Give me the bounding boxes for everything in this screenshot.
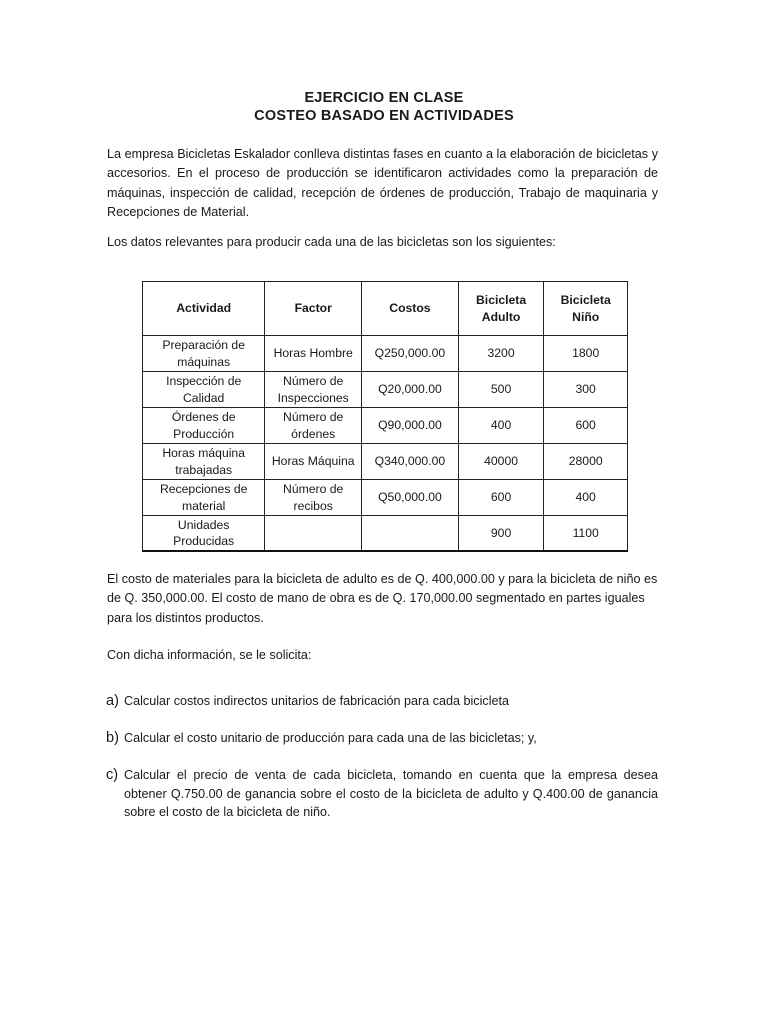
question-b bbox=[106, 729, 658, 748]
cell-adulto: 3200 bbox=[458, 336, 544, 372]
costs-paragraph: El costo de materiales para la bicicleta de adulto es de Q. 400,000.00 y para la bicicleta de niño es de Q. 350,000.00. El costo de mano de obra es de Q. 170,000.00 segmentado en partes iguales para los distintos productos. bbox=[107, 572, 658, 625]
column-header-factor: Factor bbox=[265, 282, 362, 336]
cell-adulto: 900 bbox=[458, 516, 544, 552]
table-row bbox=[143, 372, 628, 408]
intro-paragraph: La empresa Bicicletas Eskalador conlleva distintas fases en cuanto a la elaboración de bicicletas y accesorios. En el proceso de producción se identificaron actividades como la preparación de máquinas, inspección de calidad, recepción de órdenes de producción, Trabajo de maquinaria y Recepciones de Material. bbox=[107, 147, 658, 219]
question-a bbox=[106, 692, 658, 711]
cell-nino: 1100 bbox=[544, 516, 628, 552]
cell-nino: 400 bbox=[544, 480, 628, 516]
cell-factor bbox=[265, 516, 362, 552]
cell-costos: Q20,000.00 bbox=[362, 372, 459, 408]
data-intro-paragraph: Los datos relevantes para producir cada una de las bicicletas son los siguientes: bbox=[107, 235, 556, 249]
cell-actividad: Órdenes de Producción bbox=[143, 408, 265, 444]
column-header-bicicleta-adulto: Bicicleta Adulto bbox=[458, 282, 544, 336]
question-text: Calcular el costo unitario de producción para cada una de las bicicletas; y, bbox=[124, 731, 537, 745]
cell-costos: Q340,000.00 bbox=[362, 444, 459, 480]
question-text: Calcular el precio de venta de cada bicicleta, tomando en cuenta que la empresa desea obtener Q.750.00 de ganancia sobre el costo de la bicicleta de adulto y Q.400.00 de ganancia sobre el costo de la bicicleta de niño. bbox=[124, 768, 658, 819]
cell-factor: Horas Máquina bbox=[265, 444, 362, 480]
table-row-totals bbox=[143, 516, 628, 552]
question-label: c) bbox=[106, 767, 119, 783]
cell-actividad: Recepciones de material bbox=[143, 480, 265, 516]
cell-nino: 300 bbox=[544, 372, 628, 408]
cell-factor: Número de Inspecciones bbox=[265, 372, 362, 408]
question-label: a) bbox=[106, 693, 119, 709]
cell-adulto: 600 bbox=[458, 480, 544, 516]
cell-nino: 28000 bbox=[544, 444, 628, 480]
cell-actividad: Unidades Producidas bbox=[143, 516, 265, 552]
cell-actividad: Inspección de Calidad bbox=[143, 372, 265, 408]
question-text: Calcular costos indirectos unitarios de fabricación para cada bicicleta bbox=[124, 694, 510, 708]
cell-nino: 600 bbox=[544, 408, 628, 444]
column-header-costos: Costos bbox=[362, 282, 459, 336]
table-row bbox=[143, 480, 628, 516]
table-header-row bbox=[143, 282, 628, 336]
table-row bbox=[143, 408, 628, 444]
cell-costos: Q50,000.00 bbox=[362, 480, 459, 516]
document-subtitle: COSTEO BASADO EN ACTIVIDADES bbox=[254, 108, 514, 124]
question-c bbox=[106, 766, 658, 822]
cell-costos: Q250,000.00 bbox=[362, 336, 459, 372]
cell-adulto: 500 bbox=[458, 372, 544, 408]
request-intro: Con dicha información, se le solicita: bbox=[107, 648, 312, 662]
column-header-actividad: Actividad bbox=[143, 282, 265, 336]
cell-adulto: 400 bbox=[458, 408, 544, 444]
cell-nino: 1800 bbox=[544, 336, 628, 372]
activity-cost-table bbox=[142, 281, 628, 552]
cell-costos bbox=[362, 516, 459, 552]
cell-costos: Q90,000.00 bbox=[362, 408, 459, 444]
cell-adulto: 40000 bbox=[458, 444, 544, 480]
column-header-bicicleta-nino: Bicicleta Niño bbox=[544, 282, 628, 336]
cell-factor: Número de órdenes bbox=[265, 408, 362, 444]
cell-actividad: Horas máquina trabajadas bbox=[143, 444, 265, 480]
question-label: b) bbox=[106, 730, 119, 746]
table-row bbox=[143, 336, 628, 372]
table-row bbox=[143, 444, 628, 480]
cell-actividad: Preparación de máquinas bbox=[143, 336, 265, 372]
cell-factor: Horas Hombre bbox=[265, 336, 362, 372]
cell-factor: Número de recibos bbox=[265, 480, 362, 516]
document-title: EJERCICIO EN CLASE bbox=[304, 90, 464, 106]
